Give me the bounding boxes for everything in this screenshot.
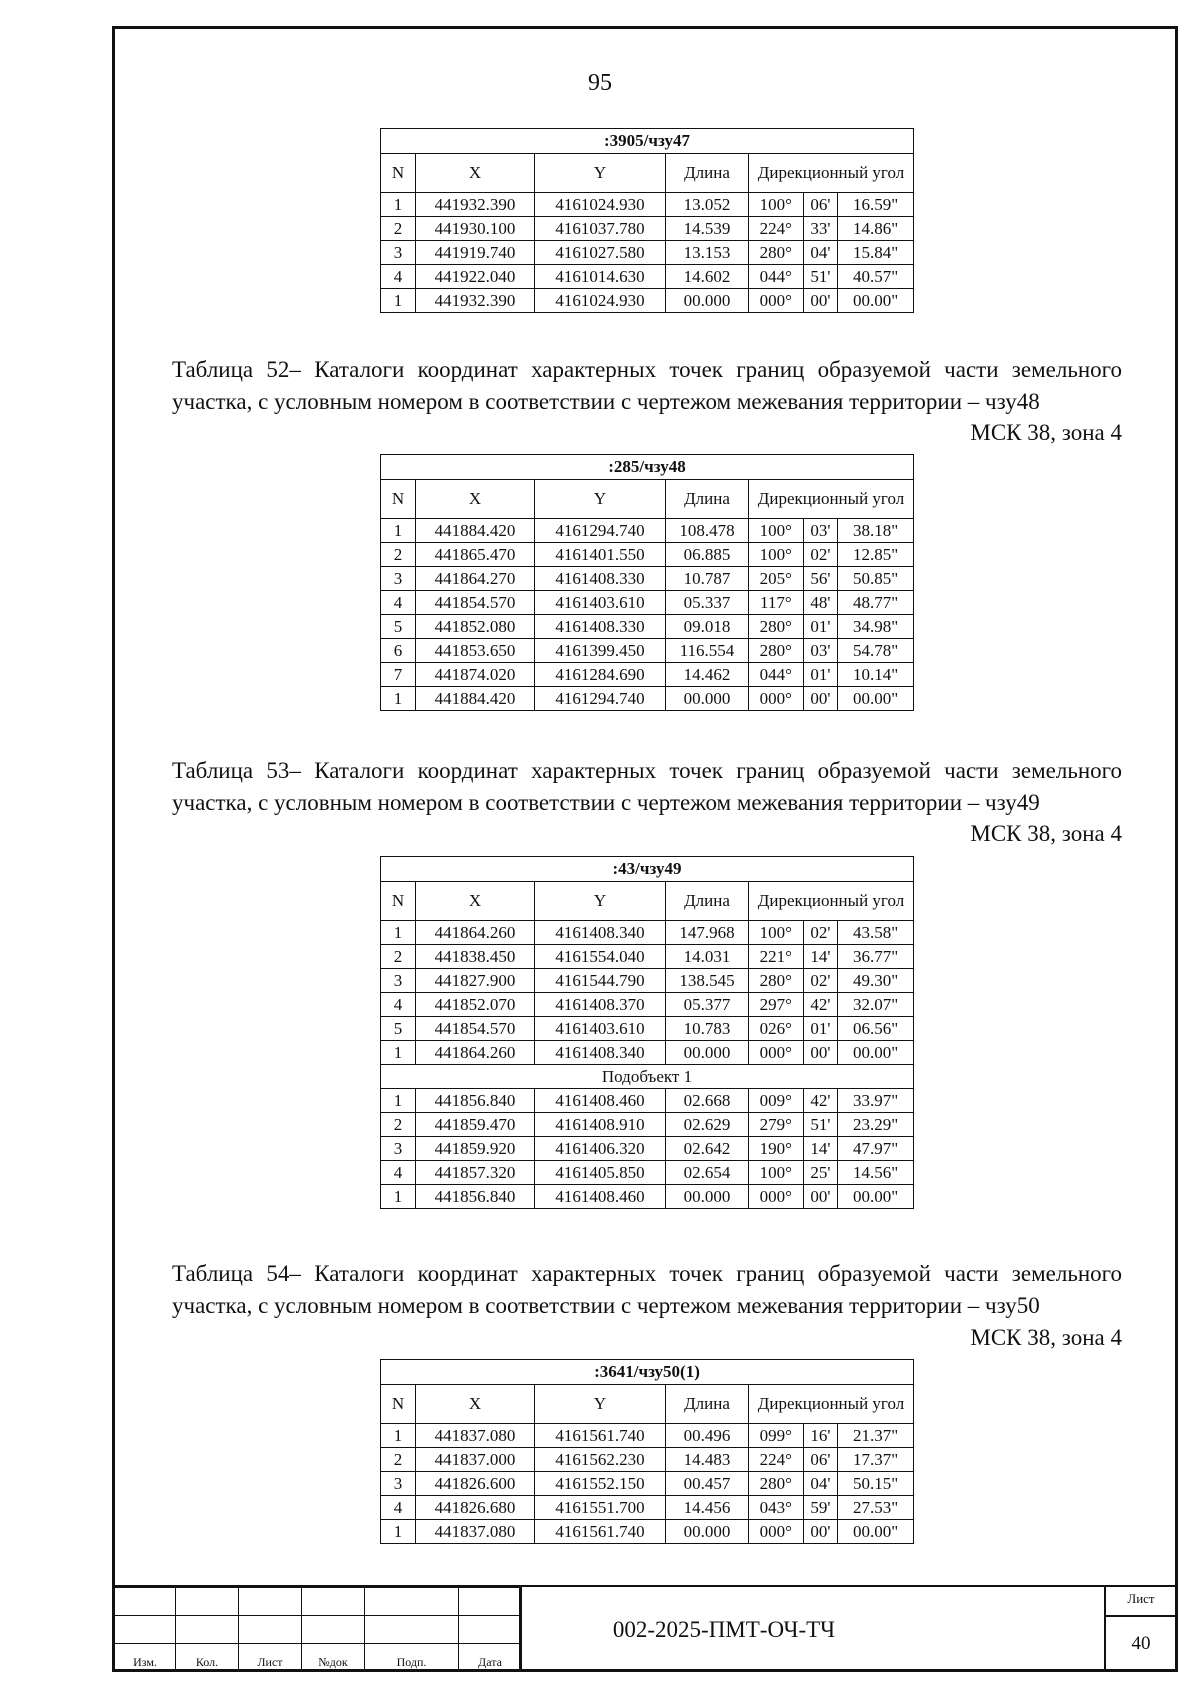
table-cell: 043° [749, 1496, 804, 1520]
table-cell: 441837.080 [416, 1424, 535, 1448]
table-cell: 4161024.930 [535, 289, 666, 313]
table-title: :285/чзу48 [381, 455, 914, 480]
table-row [381, 217, 914, 241]
table-cell: 23.29" [838, 1113, 914, 1137]
table-cell: 16.59" [838, 193, 914, 217]
col-header-direction: Дирекционный угол [749, 480, 914, 519]
table-cell: 06.56" [838, 1017, 914, 1041]
table-cell: 4161562.230 [535, 1448, 666, 1472]
table-cell: 441919.740 [416, 241, 535, 265]
table-cell: 49.30" [838, 969, 914, 993]
table-cell: 5 [381, 615, 416, 639]
table-caption: Таблица 52– Каталоги координат характерных точек границ образуемой части земельного участка, с условным номером в соответствии с чертежом межевания территории – чзу48 [172, 357, 1122, 414]
table-cell: 000° [749, 1520, 804, 1544]
table-cell: 280° [749, 639, 804, 663]
table-cell: 4161027.580 [535, 241, 666, 265]
table-row [381, 193, 914, 217]
table-cell: 4 [381, 993, 416, 1017]
table-cell: 441837.000 [416, 1448, 535, 1472]
table-cell: 00' [803, 687, 838, 711]
table-cell: 56' [803, 567, 838, 591]
table-cell: 00.000 [666, 1520, 749, 1544]
table-cell: 4161408.330 [535, 615, 666, 639]
table-cell: 01' [803, 1017, 838, 1041]
table-cell: 441874.020 [416, 663, 535, 687]
table-cell: 02.668 [666, 1089, 749, 1113]
table-title: :43/чзу49 [381, 857, 914, 882]
table-cell: 3 [381, 969, 416, 993]
table-cell: 42' [803, 1089, 838, 1113]
table-cell: 00.000 [666, 289, 749, 313]
table-cell: 000° [749, 1185, 804, 1209]
table-cell: 147.968 [666, 921, 749, 945]
col-header-y: Y [535, 480, 666, 519]
coordinate-table [380, 856, 914, 1209]
table-row [381, 687, 914, 711]
table-cell: 16' [803, 1424, 838, 1448]
table-cell: 4 [381, 265, 416, 289]
table-cell: 4161294.740 [535, 519, 666, 543]
table-cell: 02.654 [666, 1161, 749, 1185]
table-cell: 441884.420 [416, 687, 535, 711]
table-row [381, 969, 914, 993]
table-cell: 441932.390 [416, 289, 535, 313]
table-cell: 205° [749, 567, 804, 591]
table-cell: 441859.920 [416, 1137, 535, 1161]
table-cell: 00.457 [666, 1472, 749, 1496]
table-cell: 099° [749, 1424, 804, 1448]
title-block [114, 1585, 1176, 1671]
table-cell: 4161403.610 [535, 1017, 666, 1041]
stamp-label-kol: Кол. [176, 1644, 239, 1671]
table-cell: 4 [381, 591, 416, 615]
table-cell: 13.052 [666, 193, 749, 217]
table-row [381, 921, 914, 945]
table-cell: 441932.390 [416, 193, 535, 217]
table-cell: 02' [803, 543, 838, 567]
table-row [381, 1137, 914, 1161]
table-cell: 14.56" [838, 1161, 914, 1185]
table-cell: 1 [381, 687, 416, 711]
table-cell: 00.000 [666, 687, 749, 711]
table-cell: 47.97" [838, 1137, 914, 1161]
subobject-row [381, 1065, 914, 1089]
table-cell: 441864.260 [416, 921, 535, 945]
table-cell: 59' [803, 1496, 838, 1520]
table-cell: 14.031 [666, 945, 749, 969]
col-header-length: Длина [666, 480, 749, 519]
table-cell: 4161401.550 [535, 543, 666, 567]
col-header-length: Длина [666, 154, 749, 193]
table-cell: 05.377 [666, 993, 749, 1017]
table-cell: 1 [381, 289, 416, 313]
table-cell: 00.00" [838, 1185, 914, 1209]
table-row [381, 519, 914, 543]
table-cell: 4161551.700 [535, 1496, 666, 1520]
table-cell: 14.462 [666, 663, 749, 687]
table-cell: 10.14" [838, 663, 914, 687]
coordinate-table [380, 1359, 914, 1544]
table-cell: 06' [803, 1448, 838, 1472]
table-cell: 280° [749, 615, 804, 639]
table-cell: 4161284.690 [535, 663, 666, 687]
col-header-length: Длина [666, 1385, 749, 1424]
table-cell: 02.642 [666, 1137, 749, 1161]
table-cell: 044° [749, 265, 804, 289]
table-row [381, 615, 914, 639]
table-row [381, 1520, 914, 1544]
table-cell: 34.98" [838, 615, 914, 639]
sheet-divider [1106, 1615, 1176, 1617]
table-cell: 42' [803, 993, 838, 1017]
col-header-direction: Дирекционный угол [749, 882, 914, 921]
table-cell: 2 [381, 1113, 416, 1137]
table-title: :3641/чзу50(1) [381, 1360, 914, 1385]
table-cell: 13.153 [666, 241, 749, 265]
table-cell: 03' [803, 519, 838, 543]
table-cell: 441856.840 [416, 1185, 535, 1209]
table-cell: 224° [749, 217, 804, 241]
table-cell: 4161403.610 [535, 591, 666, 615]
table-cell: 14.539 [666, 217, 749, 241]
table-cell: 1 [381, 1089, 416, 1113]
coordinate-system-label: МСК 38, зона 4 [970, 1325, 1122, 1350]
table-cell: 441859.470 [416, 1113, 535, 1137]
table-cell: 1 [381, 1041, 416, 1065]
col-header-n: N [381, 480, 416, 519]
table-cell: 100° [749, 519, 804, 543]
table-cell: 00.00" [838, 687, 914, 711]
table-cell: 4161405.850 [535, 1161, 666, 1185]
table-row [381, 993, 914, 1017]
table-cell: 06.885 [666, 543, 749, 567]
table-caption: Таблица 53– Каталоги координат характерных точек границ образуемой части земельного участка, с условным номером в соответствии с чертежом межевания территории – чзу49 [172, 758, 1122, 815]
col-header-direction: Дирекционный угол [749, 1385, 914, 1424]
col-header-direction: Дирекционный угол [749, 154, 914, 193]
table-cell: 441853.650 [416, 639, 535, 663]
table-cell: 02' [803, 969, 838, 993]
table-cell: 4161544.790 [535, 969, 666, 993]
table-cell: 117° [749, 591, 804, 615]
table-row [381, 1089, 914, 1113]
table-cell: 54.78" [838, 639, 914, 663]
table-cell: 04' [803, 241, 838, 265]
table-cell: 4161408.340 [535, 1041, 666, 1065]
coordinate-table [380, 454, 914, 711]
coordinate-system-label: МСК 38, зона 4 [970, 821, 1122, 846]
table-cell: 000° [749, 1041, 804, 1065]
table-cell: 108.478 [666, 519, 749, 543]
table-cell: 1 [381, 193, 416, 217]
table-cell: 1 [381, 1520, 416, 1544]
subobject-label: Подобъект 1 [381, 1065, 914, 1089]
table-cell: 01' [803, 663, 838, 687]
table-cell: 441838.450 [416, 945, 535, 969]
table-cell: 51' [803, 265, 838, 289]
stamp-divider [519, 1587, 521, 1671]
table-cell: 00' [803, 1185, 838, 1209]
table-cell: 03' [803, 639, 838, 663]
table-cell: 14.602 [666, 265, 749, 289]
table-row [381, 591, 914, 615]
table-cell: 12.85" [838, 543, 914, 567]
table-cell: 441856.840 [416, 1089, 535, 1113]
sheet-number: 40 [1131, 1633, 1151, 1654]
table-cell: 14' [803, 945, 838, 969]
col-header-x: X [416, 154, 535, 193]
table-cell: 100° [749, 921, 804, 945]
table-cell: 38.18" [838, 519, 914, 543]
table-cell: 221° [749, 945, 804, 969]
table-caption: Таблица 54– Каталоги координат характерных точек границ образуемой части земельного участка, с условным номером в соответствии с чертежом межевания территории – чзу50 [172, 1261, 1122, 1318]
table-cell: 1 [381, 1185, 416, 1209]
table-cell: 1 [381, 519, 416, 543]
table-cell: 33' [803, 217, 838, 241]
table-cell: 441865.470 [416, 543, 535, 567]
table-cell: 04' [803, 1472, 838, 1496]
table-cell: 36.77" [838, 945, 914, 969]
table-cell: 14.456 [666, 1496, 749, 1520]
table-cell: 4 [381, 1496, 416, 1520]
table-cell: 4161408.330 [535, 567, 666, 591]
coordinate-system-label: МСК 38, зона 4 [970, 420, 1122, 445]
table-cell: 009° [749, 1089, 804, 1113]
table-cell: 51' [803, 1113, 838, 1137]
table-cell: 441852.070 [416, 993, 535, 1017]
table-cell: 06' [803, 193, 838, 217]
table-row [381, 945, 914, 969]
table-cell: 4161399.450 [535, 639, 666, 663]
table-cell: 279° [749, 1113, 804, 1137]
table-cell: 441827.900 [416, 969, 535, 993]
table-row [381, 265, 914, 289]
table-cell: 4161408.340 [535, 921, 666, 945]
table-cell: 441884.420 [416, 519, 535, 543]
table-cell: 1 [381, 921, 416, 945]
table-row [381, 1017, 914, 1041]
revision-grid [114, 1587, 522, 1671]
table-row [381, 289, 914, 313]
table-cell: 32.07" [838, 993, 914, 1017]
table-cell: 6 [381, 639, 416, 663]
table-cell: 4161552.150 [535, 1472, 666, 1496]
table-cell: 4161554.040 [535, 945, 666, 969]
table-cell: 00.00" [838, 1041, 914, 1065]
table-cell: 5 [381, 1017, 416, 1041]
table-cell: 441864.270 [416, 567, 535, 591]
table-cell: 7 [381, 663, 416, 687]
sheet-label: Лист [1127, 1591, 1155, 1606]
table-cell: 441922.040 [416, 265, 535, 289]
table-cell: 00' [803, 1520, 838, 1544]
coordinate-table [380, 128, 914, 313]
table-cell: 441837.080 [416, 1520, 535, 1544]
table-cell: 10.787 [666, 567, 749, 591]
table-cell: 116.554 [666, 639, 749, 663]
table-cell: 4161408.910 [535, 1113, 666, 1137]
table-cell: 10.783 [666, 1017, 749, 1041]
table-cell: 25' [803, 1161, 838, 1185]
table-cell: 4161294.740 [535, 687, 666, 711]
col-header-x: X [416, 1385, 535, 1424]
col-header-y: Y [535, 1385, 666, 1424]
table-cell: 01' [803, 615, 838, 639]
table-row [381, 1496, 914, 1520]
table-cell: 02' [803, 921, 838, 945]
col-header-n: N [381, 154, 416, 193]
table-cell: 2 [381, 945, 416, 969]
table-cell: 280° [749, 969, 804, 993]
page-number: 95 [588, 70, 612, 96]
table-cell: 21.37" [838, 1424, 914, 1448]
table-cell: 441826.600 [416, 1472, 535, 1496]
table-cell: 138.545 [666, 969, 749, 993]
table-cell: 50.85" [838, 567, 914, 591]
table-cell: 190° [749, 1137, 804, 1161]
col-header-n: N [381, 882, 416, 921]
table-row [381, 567, 914, 591]
table-cell: 100° [749, 193, 804, 217]
table-row [381, 1185, 914, 1209]
table-cell: 224° [749, 1448, 804, 1472]
table-row [381, 1448, 914, 1472]
table-cell: 4161408.460 [535, 1185, 666, 1209]
table-cell: 17.37" [838, 1448, 914, 1472]
table-cell: 4161037.780 [535, 217, 666, 241]
table-cell: 3 [381, 567, 416, 591]
table-cell: 441826.680 [416, 1496, 535, 1520]
table-cell: 4161561.740 [535, 1424, 666, 1448]
table-cell: 441857.320 [416, 1161, 535, 1185]
stamp-label-izm: Изм. [115, 1644, 176, 1671]
table-cell: 4161408.460 [535, 1089, 666, 1113]
table-cell: 280° [749, 1472, 804, 1496]
table-row [381, 543, 914, 567]
table-cell: 1 [381, 1424, 416, 1448]
col-header-x: X [416, 480, 535, 519]
table-cell: 14.483 [666, 1448, 749, 1472]
table-row [381, 1113, 914, 1137]
table-cell: 000° [749, 687, 804, 711]
col-header-x: X [416, 882, 535, 921]
table-row [381, 1472, 914, 1496]
table-cell: 00' [803, 1041, 838, 1065]
table-cell: 297° [749, 993, 804, 1017]
table-cell: 05.337 [666, 591, 749, 615]
document-code: 002-2025-ПМТ-ОЧ-ТЧ [612, 1617, 836, 1642]
table-cell: 000° [749, 289, 804, 313]
table-cell: 14.86" [838, 217, 914, 241]
table-cell: 00.496 [666, 1424, 749, 1448]
table-cell: 27.53" [838, 1496, 914, 1520]
table-cell: 441854.570 [416, 591, 535, 615]
table-cell: 044° [749, 663, 804, 687]
table-cell: 4161408.370 [535, 993, 666, 1017]
table-cell: 33.97" [838, 1089, 914, 1113]
table-cell: 14' [803, 1137, 838, 1161]
table-cell: 4161561.740 [535, 1520, 666, 1544]
table-cell: 00.00" [838, 289, 914, 313]
col-header-y: Y [535, 154, 666, 193]
table-cell: 280° [749, 241, 804, 265]
table-row [381, 1041, 914, 1065]
table-cell: 441854.570 [416, 1017, 535, 1041]
col-header-n: N [381, 1385, 416, 1424]
table-cell: 40.57" [838, 265, 914, 289]
stamp-label-ndok: №док [302, 1644, 365, 1671]
table-cell: 43.58" [838, 921, 914, 945]
table-cell: 09.018 [666, 615, 749, 639]
stamp-label-data: Дата [459, 1644, 522, 1671]
col-header-length: Длина [666, 882, 749, 921]
table-row [381, 241, 914, 265]
table-cell: 4161014.630 [535, 265, 666, 289]
table-cell: 026° [749, 1017, 804, 1041]
table-cell: 50.15" [838, 1472, 914, 1496]
table-cell: 48.77" [838, 591, 914, 615]
stamp-label-list: Лист [239, 1644, 302, 1671]
table-cell: 00.000 [666, 1185, 749, 1209]
table-cell: 2 [381, 217, 416, 241]
table-cell: 441864.260 [416, 1041, 535, 1065]
sheet-box [1104, 1587, 1176, 1671]
table-title: :3905/чзу47 [381, 129, 914, 154]
table-cell: 441930.100 [416, 217, 535, 241]
table-cell: 441852.080 [416, 615, 535, 639]
table-cell: 4161024.930 [535, 193, 666, 217]
table-row [381, 1161, 914, 1185]
table-cell: 100° [749, 1161, 804, 1185]
table-row [381, 639, 914, 663]
table-cell: 2 [381, 543, 416, 567]
table-cell: 48' [803, 591, 838, 615]
table-cell: 3 [381, 1472, 416, 1496]
table-cell: 4161406.320 [535, 1137, 666, 1161]
table-cell: 15.84" [838, 241, 914, 265]
table-cell: 00.00" [838, 1520, 914, 1544]
table-row [381, 663, 914, 687]
col-header-y: Y [535, 882, 666, 921]
table-cell: 100° [749, 543, 804, 567]
table-cell: 00.000 [666, 1041, 749, 1065]
table-cell: 00' [803, 289, 838, 313]
table-cell: 3 [381, 1137, 416, 1161]
table-row [381, 1424, 914, 1448]
stamp-label-podp: Подп. [365, 1644, 459, 1671]
table-cell: 02.629 [666, 1113, 749, 1137]
table-cell: 4 [381, 1161, 416, 1185]
table-cell: 2 [381, 1448, 416, 1472]
table-cell: 3 [381, 241, 416, 265]
